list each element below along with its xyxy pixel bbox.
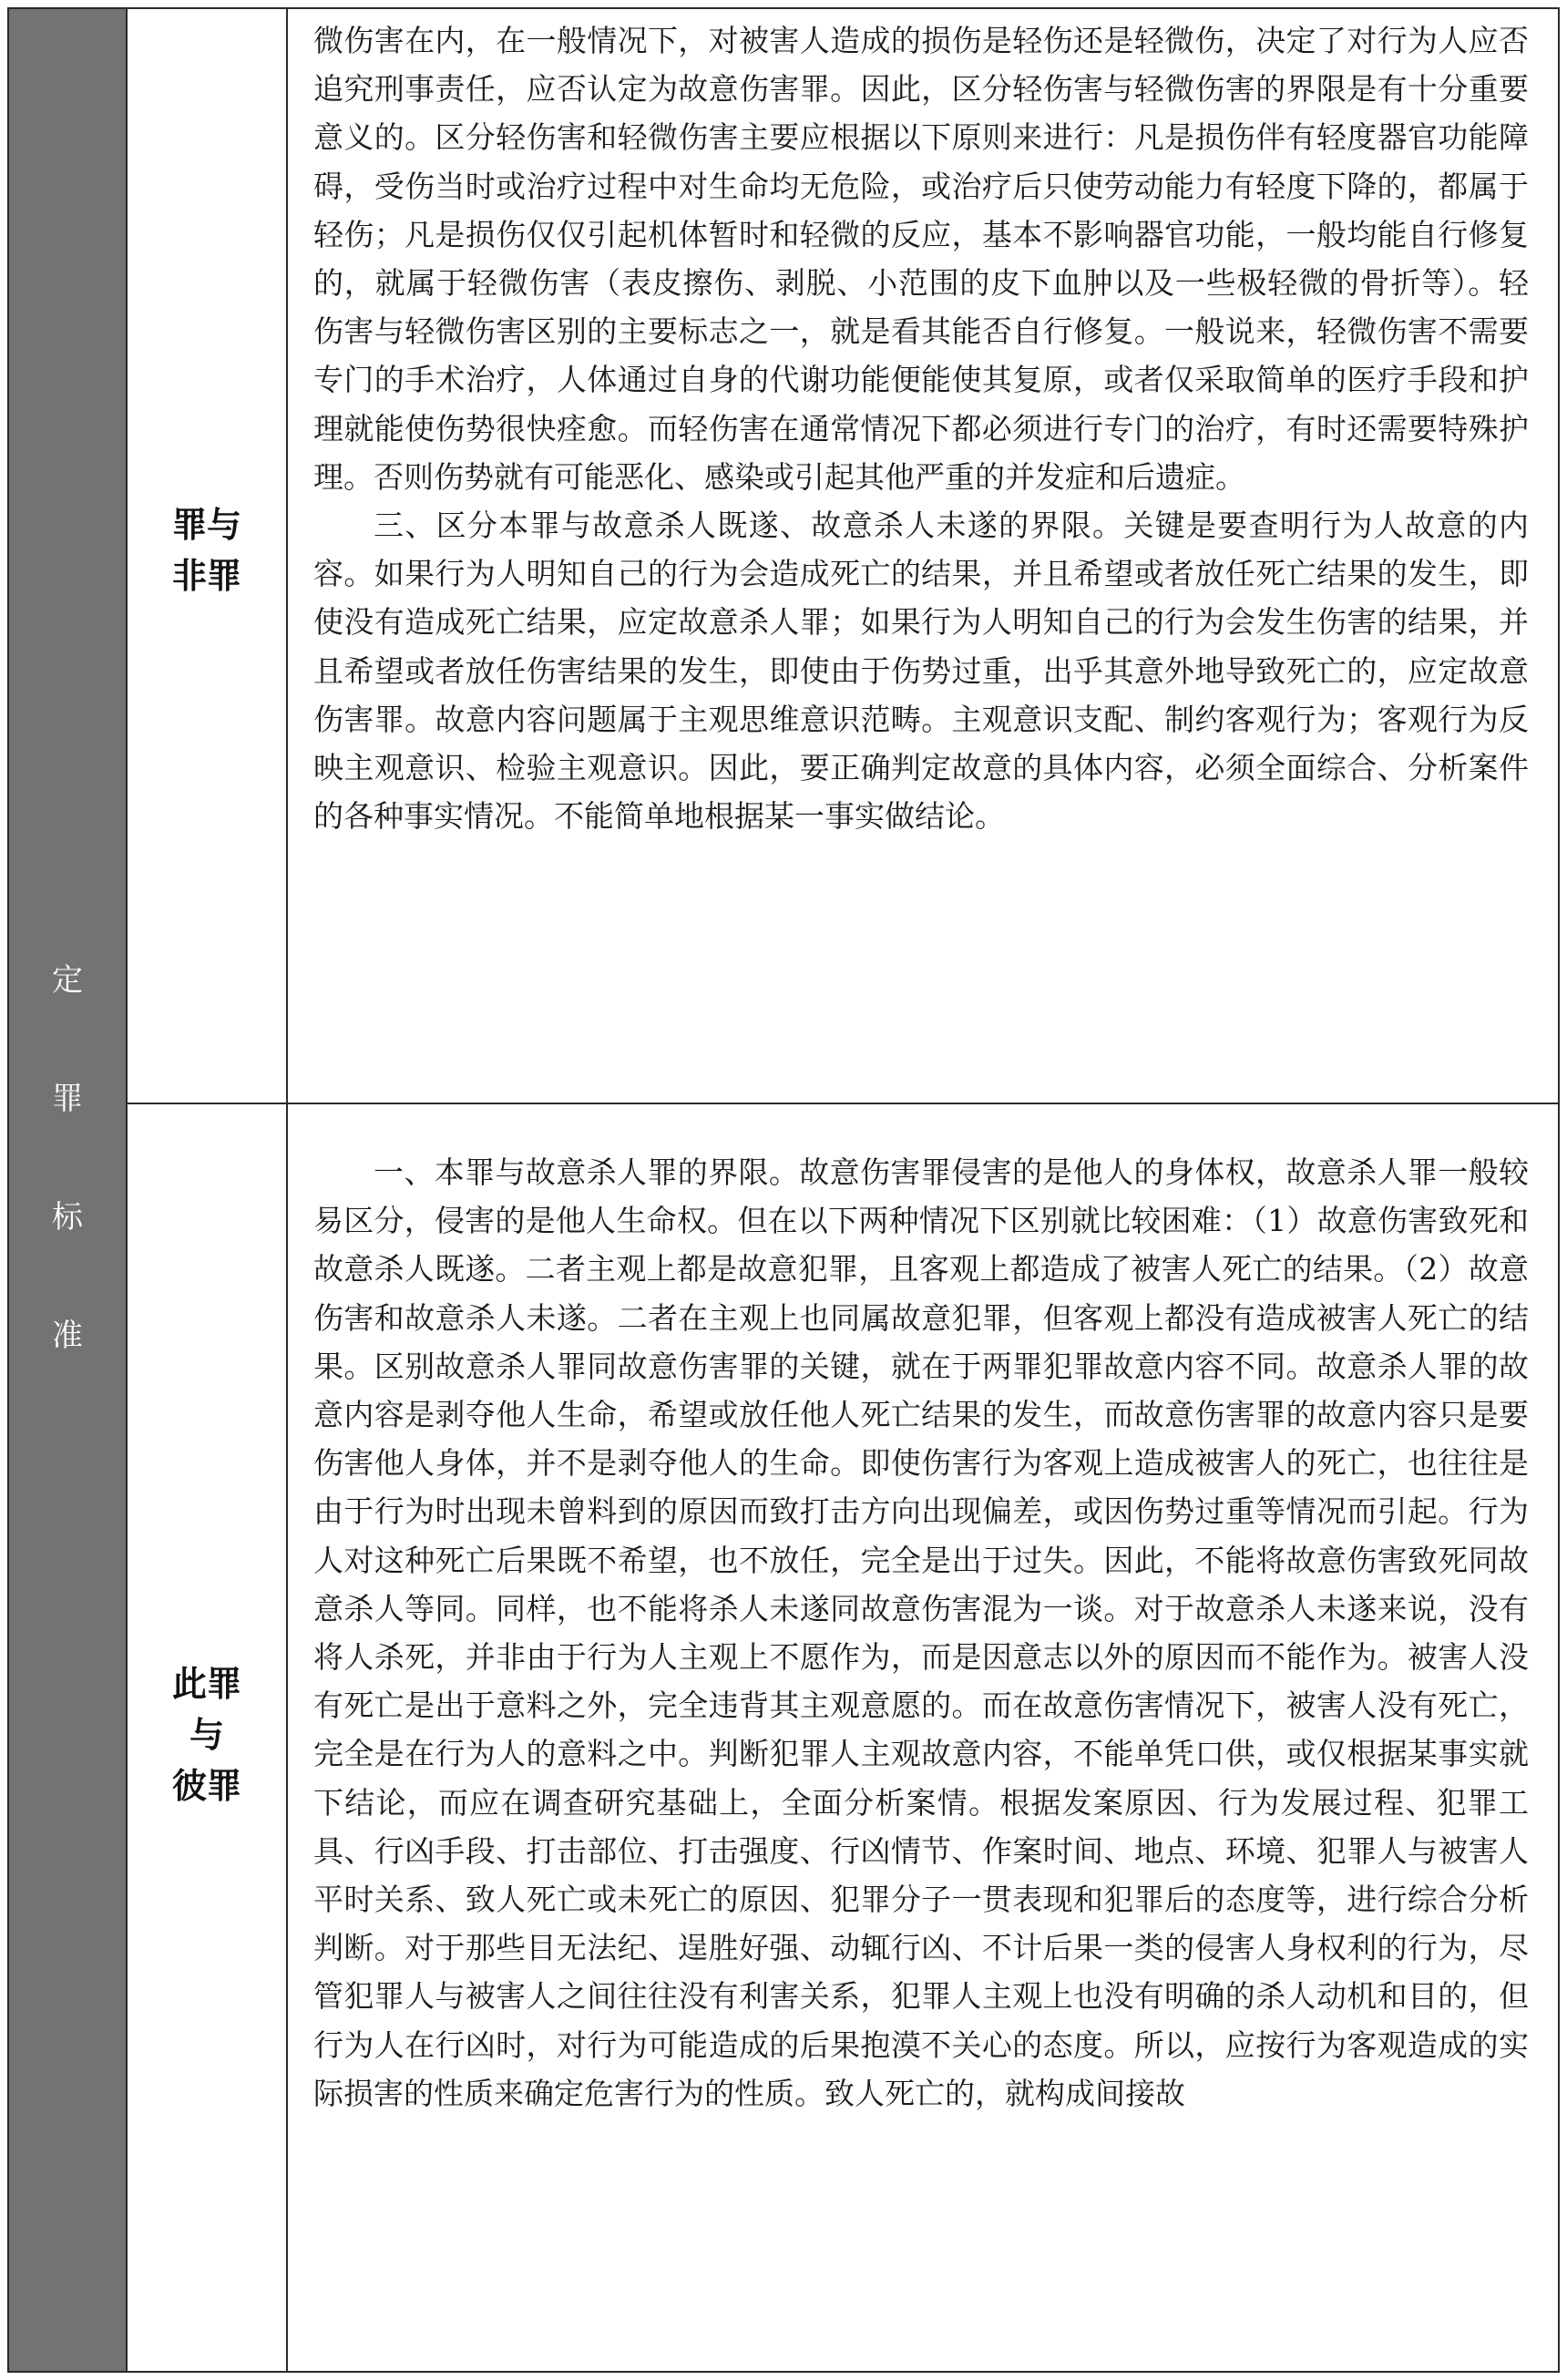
row-label: [128, 499, 286, 601]
row-label-line: 此罪: [171, 1664, 241, 1704]
sidebar-char: 准: [52, 1318, 83, 1354]
row-content-cell: [288, 1104, 1558, 2371]
row-label-cell: [128, 1104, 288, 2371]
sidebar-char: 罪: [52, 1081, 83, 1117]
row-label: [128, 1658, 286, 1811]
row-label-line: 罪与: [171, 505, 241, 545]
content-text: [288, 16, 1558, 840]
row-label-line: 非罪: [171, 556, 241, 596]
sidebar-char: 定: [52, 962, 83, 999]
row-label-line: 彼罪: [171, 1766, 241, 1806]
paragraph: 一、本罪与故意杀人罪的界限。故意伤害罪侵害的是他人的身体权，故意杀人罪一般较易区分，侵害的是他人生命权。但在以下两种情况下区别就比较困难：（1）故意伤害致死和故意杀人既遂。二者主观上都是故意犯罪，且客观上都造成了被害人死亡的结果。（2）故意伤害和故意杀人未遂。二者在主观上也同属故意犯罪，但客观上都没有造成被害人死亡的结果。区别故意杀人罪同故意伤害罪的关键，就在于两罪犯罪故意内容不同。故意杀人罪的故意内容是剥夺他人生命，希望或放任他人死亡结果的发生，而故意伤害罪的故意内容只是要伤害他人身体，并不是剥夺他人的生命。即使伤害行为客观上造成被害人的死亡，也往往是由于行为时出现未曾料到的原因而致打击方向出现偏差，或因伤势过重等情况而引起。行为人对这种死亡后果既不希望，也不放任，完全是出于过失。因此，不能将故意伤害致死同故意杀人等同。同样，也不能将杀人未遂同故意伤害混为一谈。对于故意杀人未遂来说，没有将人杀死，并非由于行为人主观上不愿作为，而是因意志以外的原因而不能作为。被害人没有死亡是出于意料之外，完全违背其主观意愿的。而在故意伤害情况下，被害人没有死亡，完全是在行为人的意料之中。判断犯罪人主观故意内容，不能单凭口供，或仅根据某事实就下结论，而应在调查研究基础上，全面分析案情。根据发案原因、行为发展过程、犯罪工具、行凶手段、打击部位、打击强度、行凶情节、作案时间、地点、环境、犯罪人与被害人平时关系、致人死亡或未死亡的原因、犯罪分子一贯表现和犯罪后的态度等，进行综合分析判断。对于那些目无法纪、逞胜好强、动辄行凶、不计后果一类的侵害人身权利的行为，尽管犯罪人与被害人之间往往没有利害关系，犯罪人主观上也没有明确的杀人动机和目的，但行为人在行凶时，对行为可能造成的后果抱漠不关心的态度。所以，应按行为客观造成的实际损害的性质来确定危害行为的性质。致人死亡的，就构成间接故: [313, 1154, 1529, 2111]
paragraph: 三、区分本罪与故意杀人既遂、故意杀人未遂的界限。关键是要查明行为人故意的内容。如果行为人明知自己的行为会造成死亡的结果，并且希望或者放任死亡结果的发生，即使没有造成死亡结果，应定故意杀人罪；如果行为人明知自己的行为会发生伤害的结果，并且希望或者放任伤害结果的发生，即使由于伤势过重，出乎其意外地导致死亡的，应定故意伤害罪。故意内容问题属于主观思维意识范畴。主观意识支配、制约客观行为；客观行为反映主观意识、检验主观意识。因此，要正确判定故意的具体内容，必须全面综合、分析案件的各种事实情况。不能简单地根据某一事实做结论。: [313, 508, 1529, 835]
row-label-line: 与: [189, 1715, 224, 1755]
criteria-table: [7, 7, 1560, 2373]
paragraph: 微伤害在内，在一般情况下，对被害人造成的损伤是轻伤还是轻微伤，决定了对行为人应否追究刑事责任，应否认定为故意伤害罪。因此，区分轻伤害与轻微伤害的界限是有十分重要意义的。区分轻伤害和轻微伤害主要应根据以下原则来进行：凡是损伤伴有轻度器官功能障碍，受伤当时或治疗过程中对生命均无危险，或治疗后只使劳动能力有轻度下降的，都属于轻伤；凡是损伤仅仅引起机体暂时和轻微的反应，基本不影响器官功能，一般均能自行修复的，就属于轻微伤害（表皮擦伤、剥脱、小范围的皮下血肿以及一些极轻微的骨折等）。轻伤害与轻微伤害区别的主要标志之一，就是看其能否自行修复。一般说来，轻微伤害不需要专门的手术治疗，人体通过自身的代谢功能便能使其复原，或者仅采取简单的医疗手段和护理就能使伤势很快痊愈。而轻伤害在通常情况下都必须进行专门的治疗，有时还需要特殊护理。否则伤势就有可能恶化、感染或引起其他严重的并发症和后遗症。: [313, 23, 1529, 495]
sidebar-category: [9, 9, 128, 2371]
sidebar-char: 标: [52, 1199, 83, 1236]
row-content-cell: [288, 9, 1558, 1103]
table-row: [128, 9, 1558, 1104]
content-text: [288, 1148, 1558, 2118]
table-row: [128, 1104, 1558, 2371]
row-label-cell: [128, 9, 288, 1103]
